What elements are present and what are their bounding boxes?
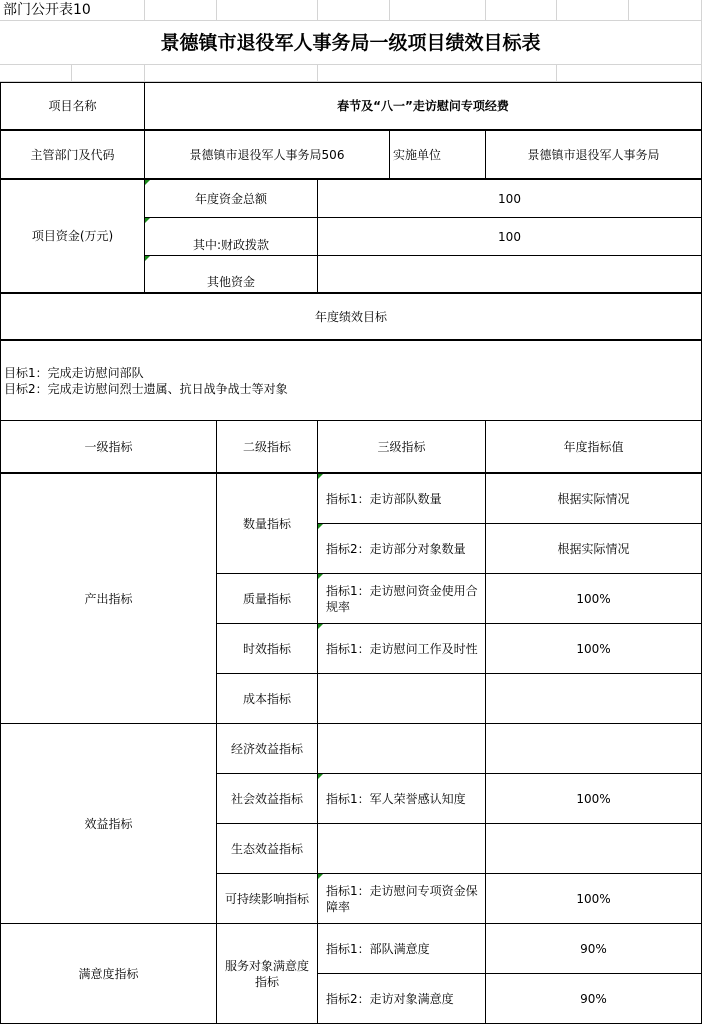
- level3-indicator: 指标1：走访慰问资金使用合规率: [317, 573, 486, 624]
- level3-indicator: 指标2：走访部分对象数量: [317, 523, 486, 574]
- funds-label: 项目资金(万元): [0, 179, 145, 293]
- indicator-value: 100%: [485, 573, 702, 624]
- grid-cell[interactable]: [629, 0, 702, 21]
- level3-indicator: 指标1：走访部队数量: [317, 473, 486, 524]
- comment-marker-icon: [318, 524, 323, 529]
- comment-marker-icon: [145, 256, 150, 261]
- level2-item: 成本指标: [216, 673, 318, 724]
- indicator-value: 90%: [485, 923, 702, 974]
- level2-item: 时效指标: [216, 623, 318, 674]
- comment-marker-icon: [318, 774, 323, 779]
- grid-cell[interactable]: [145, 65, 318, 82]
- grid-cell[interactable]: [318, 65, 557, 82]
- indicator-value: [485, 673, 702, 724]
- page-title: 景德镇市退役军人事务局一级项目绩效目标表: [0, 21, 702, 65]
- level3-indicator: [317, 673, 486, 724]
- header-value: 年度指标值: [485, 420, 702, 473]
- grid-cell[interactable]: [557, 65, 702, 82]
- level2-item: 数量指标: [216, 473, 318, 574]
- grid-cell[interactable]: [318, 0, 390, 21]
- level2-item: 质量指标: [216, 573, 318, 624]
- indicator-value: 100%: [485, 873, 702, 924]
- annual-goal-label: 年度绩效目标: [0, 293, 702, 340]
- fund-value: 100: [317, 217, 702, 256]
- impl-value: 景德镇市退役军人事务局: [485, 130, 702, 179]
- level3-indicator: 指标2：走访对象满意度: [317, 973, 486, 1024]
- level1-output: 产出指标: [0, 473, 217, 724]
- grid-cell[interactable]: [557, 0, 629, 21]
- header-level1: 一级指标: [0, 420, 217, 473]
- indicator-value: 根据实际情况: [485, 523, 702, 574]
- fund-value: 100: [317, 179, 702, 218]
- comment-marker-icon: [318, 624, 323, 629]
- level3-indicator: 指标1：走访慰问专项资金保障率: [317, 873, 486, 924]
- sheet-label[interactable]: 部门公开表10: [0, 0, 145, 21]
- level3-indicator: 指标1：走访慰问工作及时性: [317, 623, 486, 674]
- grid-cell[interactable]: [486, 0, 557, 21]
- indicator-value: [485, 723, 702, 774]
- indicator-value: 100%: [485, 623, 702, 674]
- level2-item: 经济效益指标: [216, 723, 318, 774]
- impl-label: 实施单位: [389, 130, 486, 179]
- grid-cell[interactable]: [0, 65, 72, 82]
- level2-item: 生态效益指标: [216, 823, 318, 874]
- level2-item: 服务对象满意度指标: [216, 923, 318, 1024]
- goal-item: 目标1：完成走访慰问部队: [4, 366, 144, 380]
- level3-indicator: 指标1：军人荣誉感认知度: [317, 773, 486, 824]
- comment-marker-icon: [145, 218, 150, 223]
- level3-indicator: 指标1：部队满意度: [317, 923, 486, 974]
- fund-label: 年度资金总额: [144, 179, 318, 218]
- grid-cell[interactable]: [217, 0, 318, 21]
- level2-item: 可持续影响指标: [216, 873, 318, 924]
- fund-value: [317, 255, 702, 293]
- fund-label: 其中:财政拨款: [144, 217, 318, 256]
- grid-cell[interactable]: [390, 0, 486, 21]
- comment-marker-icon: [318, 474, 323, 479]
- header-level2: 二级指标: [216, 420, 318, 473]
- level3-indicator: [317, 723, 486, 774]
- level2-item: 社会效益指标: [216, 773, 318, 824]
- indicator-value: 根据实际情况: [485, 473, 702, 524]
- indicator-value: 100%: [485, 773, 702, 824]
- indicator-value: [485, 823, 702, 874]
- grid-cell[interactable]: [145, 0, 217, 21]
- project-name-label: 项目名称: [0, 82, 145, 130]
- goals: [0, 340, 702, 421]
- level3-indicator: [317, 823, 486, 874]
- dept-value: 景德镇市退役军人事务局506: [144, 130, 390, 179]
- level1-benefit: 效益指标: [0, 723, 217, 924]
- comment-marker-icon: [318, 574, 323, 579]
- dept-label: 主管部门及代码: [0, 130, 145, 179]
- fund-label: 其他资金: [144, 255, 318, 293]
- comment-marker-icon: [318, 874, 323, 879]
- header-level3: 三级指标: [317, 420, 486, 473]
- project-name: 春节及“八一”走访慰问专项经费: [144, 82, 702, 130]
- comment-marker-icon: [145, 180, 150, 185]
- grid-cell[interactable]: [72, 65, 145, 82]
- goal-item: 目标2：完成走访慰问烈士遗属、抗日战争战士等对象: [4, 382, 288, 396]
- indicator-value: 90%: [485, 973, 702, 1024]
- level1-satisfaction: 满意度指标: [0, 923, 217, 1024]
